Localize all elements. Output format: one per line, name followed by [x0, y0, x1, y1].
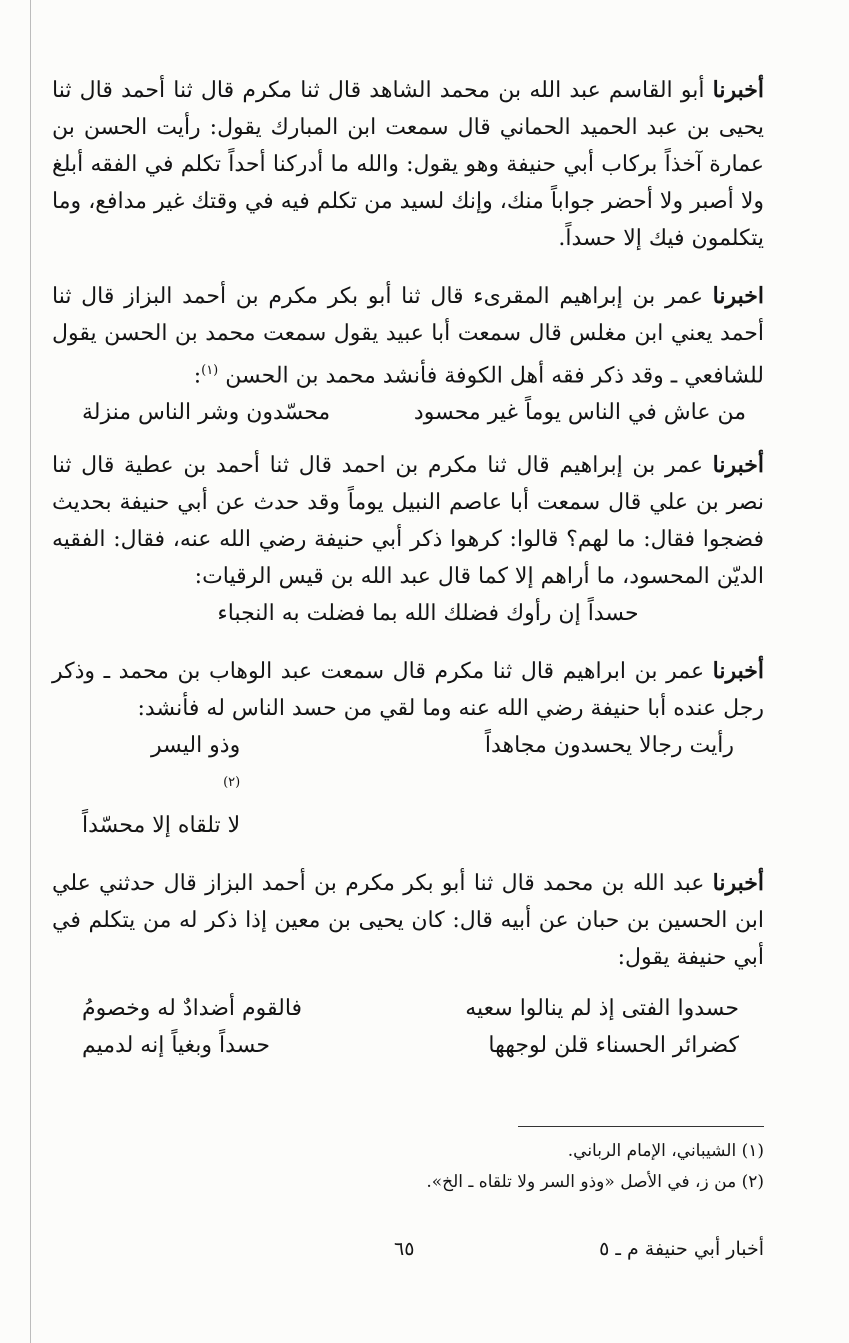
verse-hemistich-first: حسدوا الفتى إذ لم ينالوا سعيه: [465, 995, 739, 1021]
poem: [52, 990, 764, 1064]
paragraph-lead: أخبرنا: [712, 452, 764, 479]
paragraph-lead: اخبرنا: [712, 283, 764, 309]
paragraph-2: [52, 278, 764, 394]
paragraph-text: عمر بن إبراهيم قال ثنا مكرم بن احمد قال ثنا أحمد بن عطية قال ثنا نصر بن علي قال سمعت أبا عاصم النبيل يوماً وقد حدث عن أبي حنيفة بحديث فضجوا فقال: ما لهم؟ قالوا: كرهوا ذكر أبي حنيفة رضي الله عنه، فقال: الفقيه الديّن المحسود، ما أراهم إلا كما قال عبد الله بن قيس الرقيات:: [52, 453, 764, 590]
verse-line: [52, 727, 764, 843]
paragraph-lead: أخبرنا: [712, 658, 764, 685]
page-body: [52, 72, 764, 1064]
verse-hemistich-second: محسّدون وشر الناس منزلة: [82, 400, 331, 426]
verse-text: وذو اليسر: [150, 733, 241, 759]
paragraph-text: عمر بن إبراهيم المقرىء قال ثنا أبو بكر مكرم بن أحمد البزاز قال ثنا أحمد يعني ابن مغلس قال سمعت أبا عبيد يقول سمعت محمد بن الحسن يقول للشافعي ـ وقد ذكر فقه أهل الكوفة فأنشد محمد بن الحسن: [52, 284, 764, 389]
paragraph-text: أبو القاسم عبد الله بن محمد الشاهد قال ثنا مكرم قال ثنا أحمد قال ثنا يحيى بن عبد الحميد الحماني قال سمعت ابن المبارك يقول: رأيت الحسن بن عمارة آخذاً بركاب أبي حنيفة وهو يقول: والله ما أدركنا أحداً تكلم في الفقه أبلغ ولا أصبر ولا أحضر جواباً منك، وإنك لسيد من تكلم فيه في وقتك غير مدافع، وما يتكلمون فيك إلا حسداً.: [52, 78, 764, 251]
verse-hemistich-second: حسداً وبغياً إنه لدميم: [82, 1032, 270, 1058]
paragraph-3: [52, 447, 764, 595]
book-title: أخبار أبي حنيفة م ـ ٥: [599, 1238, 764, 1260]
page-footer: [52, 1238, 764, 1268]
paragraph-text: عمر بن ابراهيم قال ثنا مكرم قال سمعت عبد الوهاب بن محمد ـ وذكر رجل عنده أبا حنيفة رضي الله عنه وما لقي من حسد الناس له فأنشد:: [52, 659, 764, 722]
footnote-ref: (٢): [223, 775, 241, 791]
verse-line: [52, 1027, 764, 1064]
footnote-divider: [518, 1126, 764, 1127]
verse-line: [52, 990, 764, 1027]
paragraph-tail: :: [193, 363, 202, 389]
page-margin-line: [30, 0, 31, 1343]
paragraph-1: [52, 72, 764, 257]
footnotes: [400, 1136, 764, 1198]
verse-hemistich-second: فالقوم أضدادٌ له وخصومُ: [82, 995, 303, 1021]
verse-text: لا تلقاه إلا محسّداً: [82, 812, 241, 838]
verse-hemistich-first: رأيت رجالا يحسدون مجاهداً: [484, 733, 734, 759]
paragraph-lead: أخبرنا: [712, 77, 764, 103]
paragraph-lead: أخبرنا: [712, 869, 764, 896]
paragraph-5: [52, 865, 764, 976]
verse-hemistich-first: من عاش في الناس يوماً غير محسود: [413, 400, 746, 426]
footnote-2: (٢) من ز، في الأصل «وذو السر ولا تلقاه ـ الخ».: [426, 1172, 764, 1192]
verse-line: [52, 394, 764, 431]
footnote-1: (١) الشيباني، الإمام الرباني.: [567, 1141, 764, 1161]
verse-hemistich-first: كضرائر الحسناء قلن لوجهها: [488, 1032, 739, 1058]
verse-hemistich-second: [82, 727, 240, 843]
footnote-ref: (١): [201, 363, 219, 378]
paragraph-text: عبد الله بن محمد قال ثنا أبو بكر مكرم بن أحمد البزاز قال حدثني علي ابن الحسين بن حبان عن أبيه قال: كان يحيى بن معين إذا ذكر له من يتكلم في أبي حنيفة يقول:: [52, 870, 764, 970]
verse-line: حسداً إن رأوك فضلك الله بما فضلت به النجباء: [217, 601, 639, 627]
page-number: ٦٥: [394, 1238, 415, 1260]
paragraph-4: [52, 653, 764, 727]
